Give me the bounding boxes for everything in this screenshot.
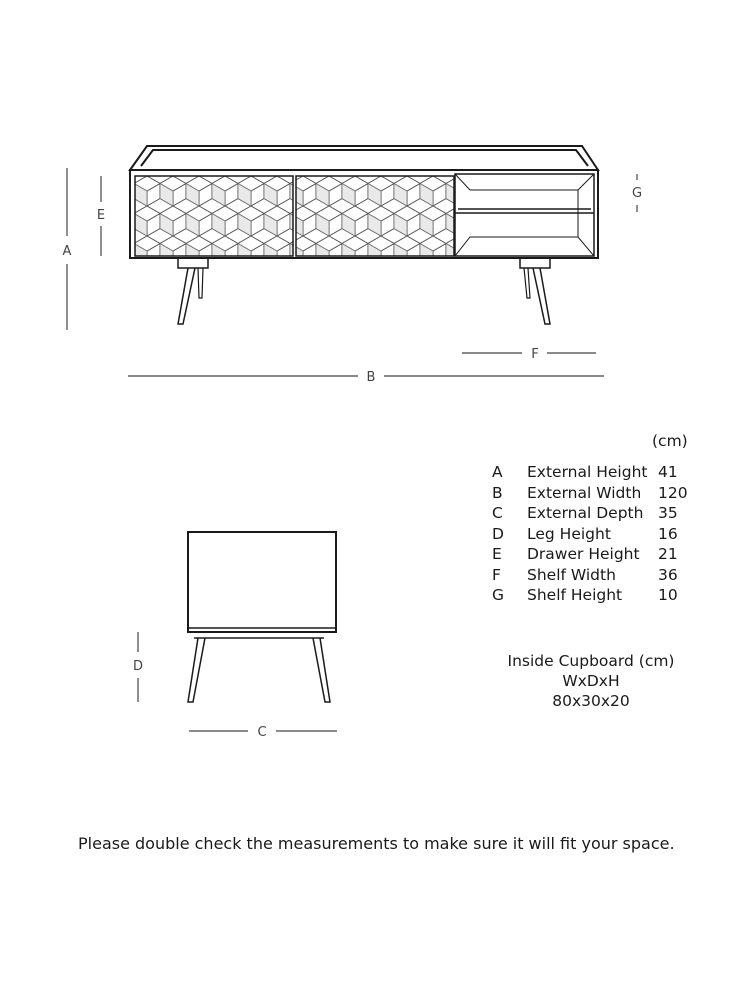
table-row (492, 462, 688, 483)
side-body (188, 532, 336, 632)
row-letter: F (492, 565, 501, 584)
row-letter: G (492, 586, 505, 604)
row-value: 36 (658, 565, 678, 584)
side-right-leg (313, 638, 330, 702)
dimension-label-b: B (366, 370, 376, 385)
row-name: External Height (527, 463, 648, 481)
dimension-label-g: G (631, 186, 643, 201)
table-row (492, 524, 688, 545)
right-patterned-door (296, 176, 454, 256)
table-row (492, 483, 688, 504)
row-letter: E (492, 545, 502, 563)
dimension-label-f: F (531, 347, 539, 362)
row-value: 41 (658, 463, 678, 481)
row-value: 120 (658, 483, 688, 502)
dimension-label-e: E (96, 208, 106, 223)
left-leg (178, 268, 195, 324)
row-value: 35 (658, 504, 678, 522)
row-value: 16 (658, 524, 678, 543)
row-letter: A (492, 463, 503, 481)
measurement-note: Please double check the measurements to make sure it will fit your space. (78, 834, 675, 853)
inside-cupboard-value: 80x30x20 (552, 692, 630, 710)
open-shelf-compartment (455, 174, 594, 256)
right-leg (533, 268, 550, 324)
table-row (492, 585, 688, 606)
row-letter: D (492, 524, 504, 543)
row-name: External Depth (527, 504, 644, 522)
row-letter: B (492, 483, 503, 502)
row-name: Shelf Height (527, 586, 623, 604)
side-left-leg (188, 638, 205, 702)
dimension-label-a: A (62, 244, 72, 259)
row-value: 10 (658, 586, 678, 604)
unit-label: (cm) (652, 432, 688, 450)
middle-shelf (455, 209, 594, 213)
table-row (492, 544, 688, 565)
dimension-label-c: C (257, 725, 267, 740)
table-row (492, 503, 688, 524)
left-patterned-door (135, 176, 293, 256)
inside-cupboard-format: WxDxH (562, 672, 620, 690)
inside-cupboard-info (500, 651, 682, 711)
row-name: External Width (527, 483, 642, 502)
row-name: Leg Height (527, 524, 611, 543)
dimension-label-d: D (132, 659, 144, 674)
dimensions-table (492, 462, 688, 606)
sideboard-side-view (188, 532, 336, 702)
row-value: 21 (658, 545, 678, 563)
sideboard-front-view (130, 146, 598, 324)
row-name: Shelf Width (527, 565, 616, 584)
row-letter: C (492, 504, 503, 522)
table-row (492, 565, 688, 586)
inside-cupboard-title: Inside Cupboard (cm) (507, 652, 675, 670)
row-name: Drawer Height (527, 545, 640, 563)
